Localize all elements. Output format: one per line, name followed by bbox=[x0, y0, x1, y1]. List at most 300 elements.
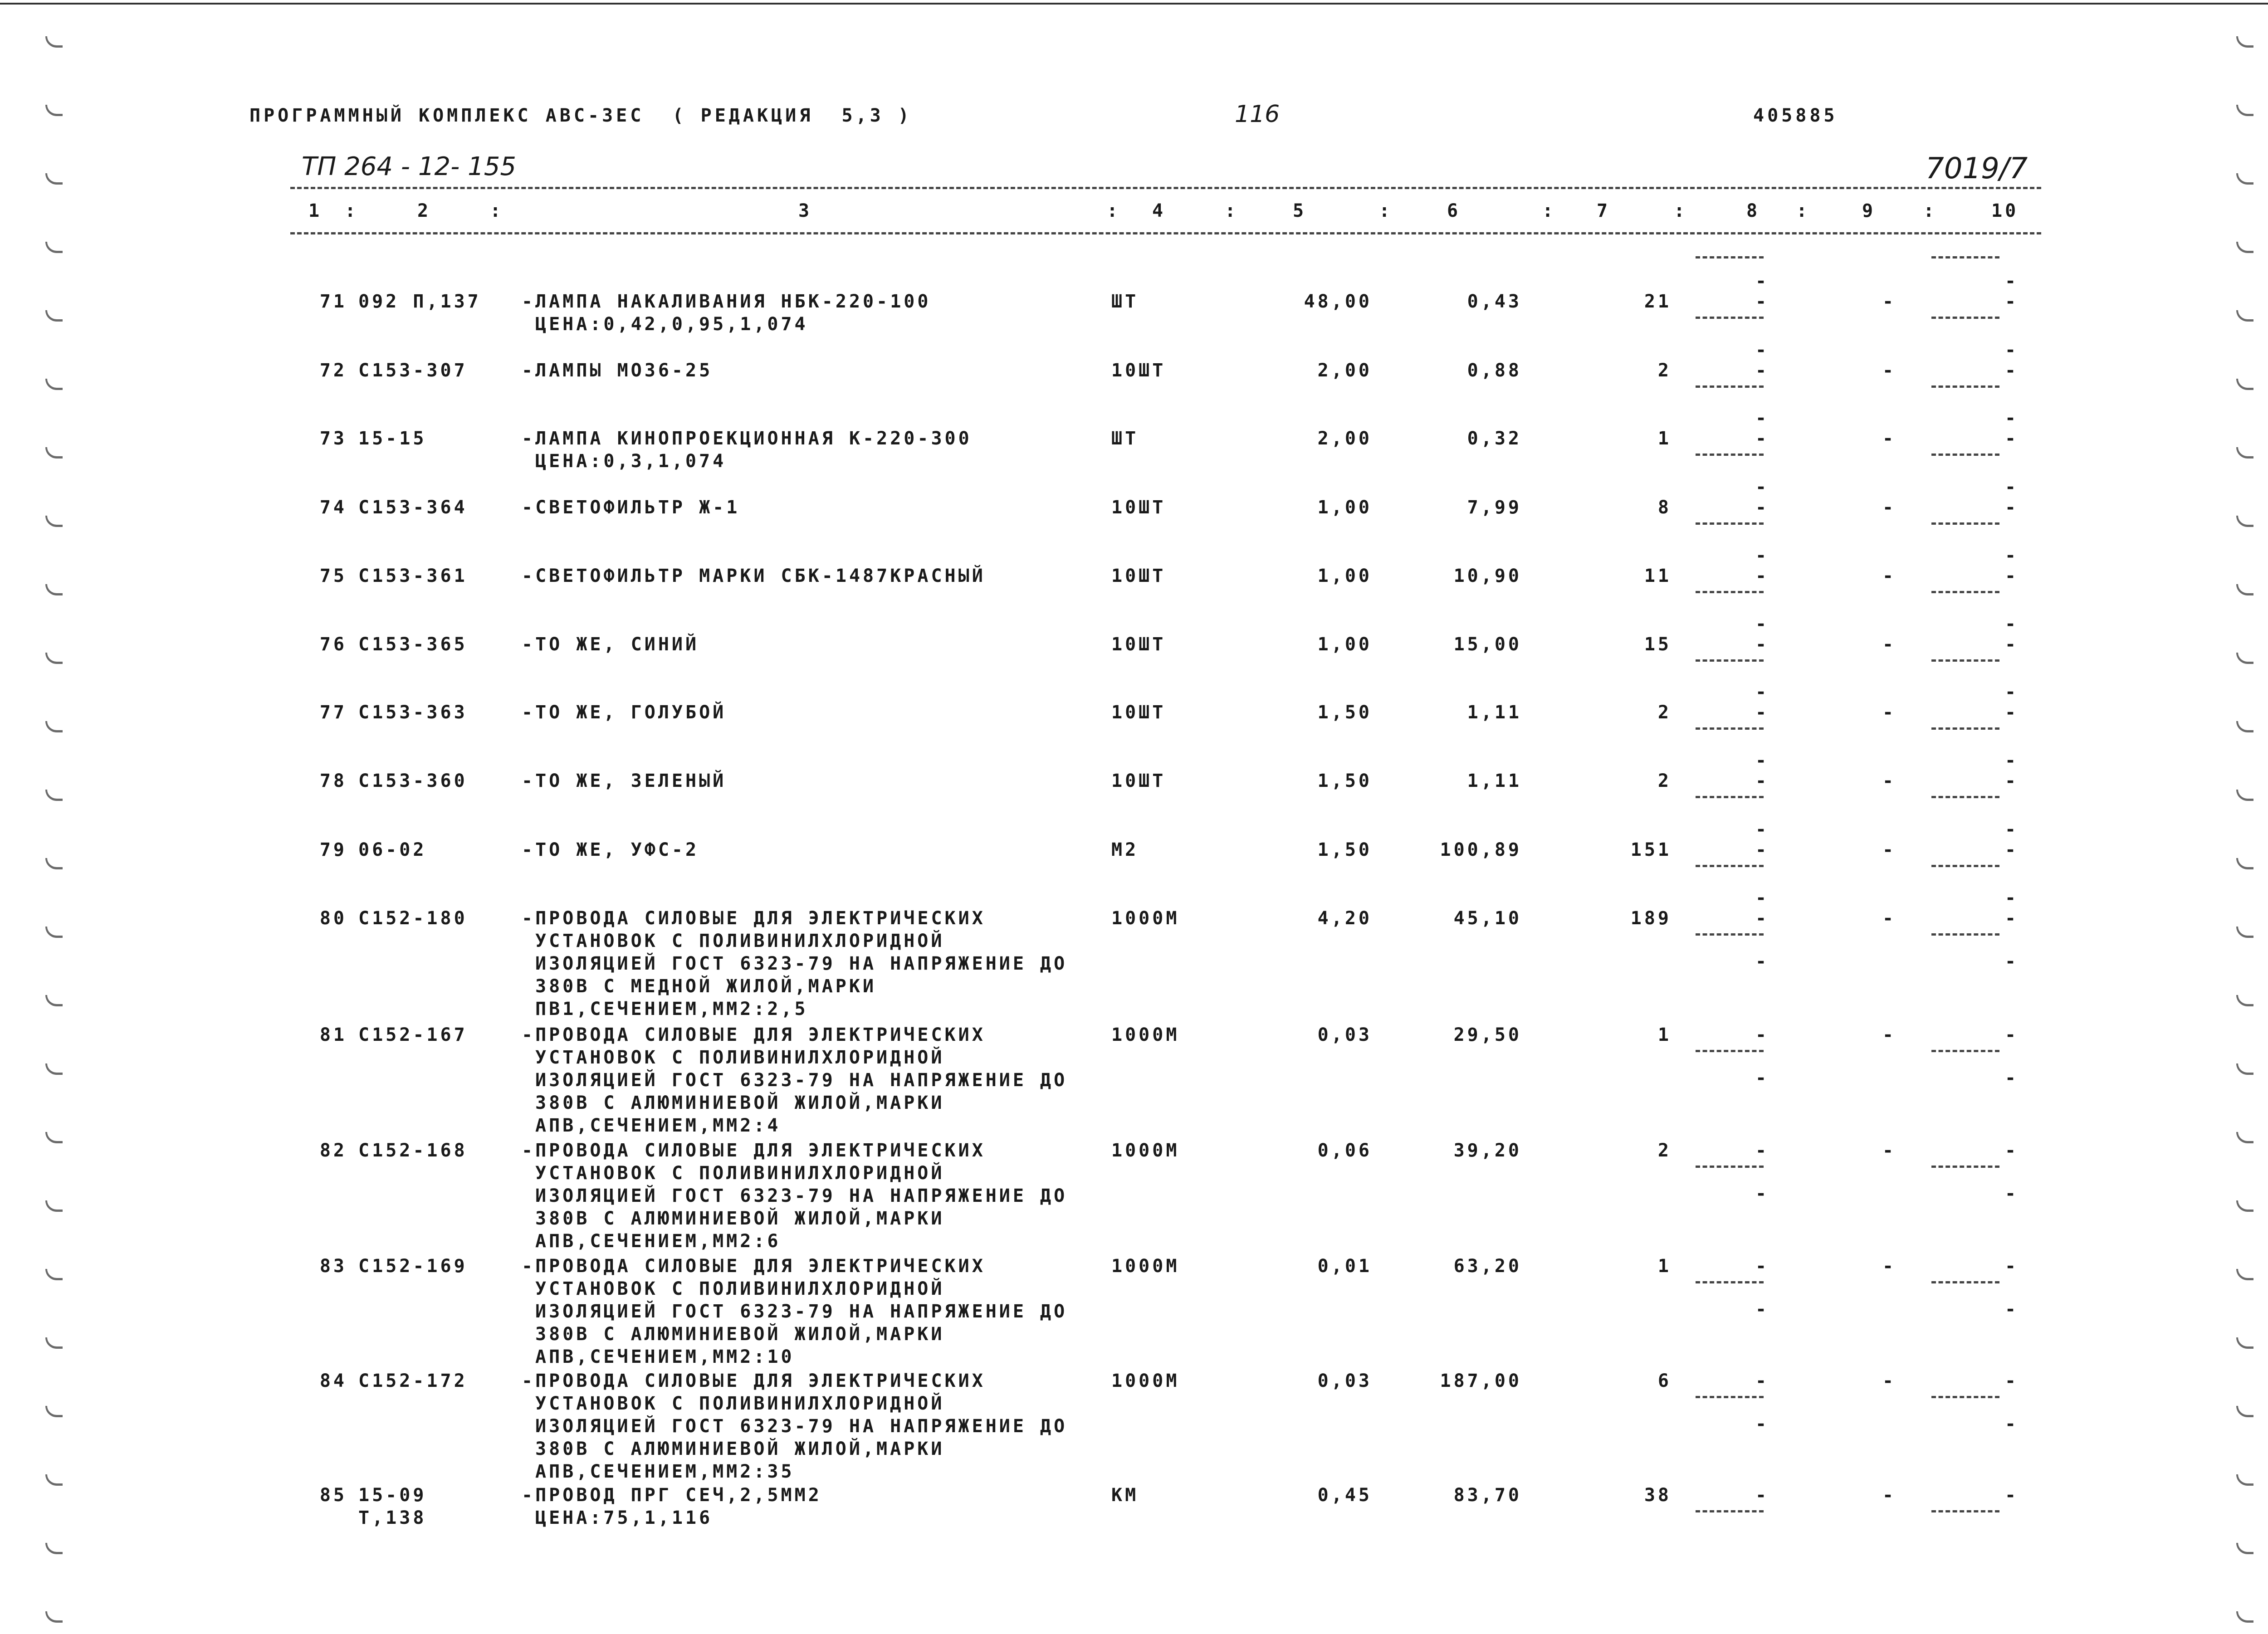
col9-mark: - bbox=[1882, 702, 1897, 723]
col8-mark-above: - bbox=[1755, 271, 1769, 292]
col8-mark: - bbox=[1755, 1256, 1769, 1277]
row-unit: 1000М bbox=[1111, 1140, 1180, 1161]
feed-hole bbox=[2236, 584, 2253, 595]
row-unit: 10ШТ bbox=[1111, 497, 1166, 518]
row-number: 81 bbox=[319, 1024, 347, 1045]
col10-mark: - bbox=[2005, 1024, 2019, 1045]
feed-hole bbox=[2236, 1474, 2253, 1486]
row-unit: 1000М bbox=[1111, 1024, 1180, 1045]
row-price: 63,20 bbox=[1453, 1256, 1522, 1277]
col10-total-rule bbox=[1931, 317, 1999, 319]
feed-hole bbox=[2236, 1543, 2253, 1554]
col8-total-rule bbox=[1696, 865, 1764, 867]
feed-hole bbox=[45, 1269, 63, 1280]
col10-mark-above: - bbox=[2005, 888, 2019, 908]
row-total: 2 bbox=[1657, 360, 1672, 381]
row-price: 10,90 bbox=[1453, 566, 1522, 586]
row-number: 84 bbox=[319, 1371, 347, 1391]
row-price: 0,88 bbox=[1467, 360, 1522, 381]
sheet-number: 7019/7 bbox=[1926, 152, 2028, 185]
col10-mark-below: - bbox=[2005, 951, 2019, 972]
col8-mark-above: - bbox=[1755, 340, 1769, 361]
feed-hole bbox=[2236, 1269, 2253, 1280]
row-total: 1 bbox=[1657, 1024, 1672, 1045]
feed-hole bbox=[2236, 516, 2253, 527]
row-unit: 10ШТ bbox=[1111, 566, 1166, 586]
feed-hole bbox=[45, 310, 63, 322]
row-code: С152-169 bbox=[358, 1256, 468, 1277]
col10-mark: - bbox=[2005, 839, 2019, 860]
row-code-cont: Т,138 bbox=[358, 1507, 427, 1528]
feed-hole bbox=[2236, 447, 2253, 458]
col10-mark: - bbox=[2005, 908, 2019, 929]
row-total: 189 bbox=[1630, 908, 1672, 929]
feed-hole bbox=[2236, 242, 2253, 253]
feed-hole bbox=[45, 379, 63, 390]
col8-total-rule bbox=[1696, 796, 1764, 798]
row-number: 78 bbox=[319, 771, 347, 791]
row-total: 6 bbox=[1657, 1371, 1672, 1391]
row-qty: 0,06 bbox=[1317, 1140, 1372, 1161]
col8-mark: - bbox=[1755, 634, 1769, 655]
row-number: 80 bbox=[319, 908, 347, 929]
row-code: 092 П,137 bbox=[358, 291, 481, 312]
col8-total-rule bbox=[1696, 1166, 1764, 1168]
row-qty: 48,00 bbox=[1304, 291, 1372, 312]
row-description: -ПРОВОДА СИЛОВЫЕ ДЛЯ ЭЛЕКТРИЧЕСКИХ bbox=[522, 1140, 986, 1161]
row-code: 15-09 bbox=[358, 1485, 427, 1506]
row-description: -ТО ЖЕ, ГОЛУБОЙ bbox=[522, 702, 727, 723]
col10-total-rule bbox=[1931, 1281, 1999, 1283]
row-description: ИЗОЛЯЦИЕЙ ГОСТ 6323-79 НА НАПРЯЖЕНИЕ ДО bbox=[535, 1070, 1068, 1091]
row-number: 83 bbox=[319, 1256, 347, 1277]
col10-total-rule bbox=[1931, 454, 1999, 456]
row-unit: ШТ bbox=[1111, 428, 1139, 449]
row-description: -ПРОВОДА СИЛОВЫЕ ДЛЯ ЭЛЕКТРИЧЕСКИХ bbox=[522, 1256, 986, 1277]
row-unit: 10ШТ bbox=[1111, 360, 1166, 381]
row-total: 1 bbox=[1657, 428, 1672, 449]
col10-mark: - bbox=[2005, 1140, 2019, 1161]
col10-mark-below: - bbox=[2005, 1068, 2019, 1088]
row-price: 100,89 bbox=[1440, 839, 1522, 860]
feed-hole bbox=[45, 516, 63, 527]
row-price: 29,50 bbox=[1453, 1024, 1522, 1045]
row-unit: 1000М bbox=[1111, 1371, 1180, 1391]
column-separator: : bbox=[490, 200, 504, 221]
feed-hole bbox=[45, 790, 63, 801]
col9-mark: - bbox=[1882, 908, 1897, 929]
col10-mark: - bbox=[2005, 428, 2019, 449]
row-unit: 10ШТ bbox=[1111, 634, 1166, 655]
col10-top-rule bbox=[1931, 256, 1999, 259]
row-unit: ШТ bbox=[1111, 291, 1139, 312]
column-separator: : bbox=[345, 200, 359, 221]
row-total: 151 bbox=[1630, 839, 1672, 860]
col10-total-rule bbox=[1931, 1166, 1999, 1168]
feed-hole bbox=[2236, 36, 2253, 48]
col9-mark: - bbox=[1882, 1140, 1897, 1161]
col10-total-rule bbox=[1931, 1050, 1999, 1052]
col9-mark: - bbox=[1882, 428, 1897, 449]
col9-mark: - bbox=[1882, 566, 1897, 586]
col10-total-rule bbox=[1931, 1396, 1999, 1398]
row-code: 06-02 bbox=[358, 839, 427, 860]
feed-hole bbox=[45, 173, 63, 185]
row-description: АПВ,СЕЧЕНИЕМ,ММ2:35 bbox=[535, 1461, 795, 1482]
row-description: УСТАНОВОК С ПОЛИВИНИЛХЛОРИДНОЙ bbox=[535, 1047, 945, 1068]
row-price: 7,99 bbox=[1467, 497, 1522, 518]
row-description: -ТО ЖЕ, ЗЕЛЕНЫЙ bbox=[522, 771, 727, 791]
feed-hole bbox=[2236, 1132, 2253, 1143]
col8-total-rule bbox=[1696, 454, 1764, 456]
row-description: ЦЕНА:0,3,1,074 bbox=[535, 451, 727, 472]
col8-mark: - bbox=[1755, 771, 1769, 791]
col8-total-rule bbox=[1696, 591, 1764, 593]
row-code: С153-364 bbox=[358, 497, 468, 518]
row-price: 1,11 bbox=[1467, 702, 1522, 723]
column-header-5: 5 bbox=[1293, 200, 1307, 221]
row-price: 187,00 bbox=[1440, 1371, 1522, 1391]
row-unit: 10ШТ bbox=[1111, 702, 1166, 723]
row-description: АПВ,СЕЧЕНИЕМ,ММ2:4 bbox=[535, 1115, 781, 1136]
row-description: -ПРОВОДА СИЛОВЫЕ ДЛЯ ЭЛЕКТРИЧЕСКИХ bbox=[522, 908, 986, 929]
col10-mark: - bbox=[2005, 360, 2019, 381]
row-qty: 2,00 bbox=[1317, 360, 1372, 381]
row-total: 1 bbox=[1657, 1256, 1672, 1277]
col10-total-rule bbox=[1931, 865, 1999, 867]
col8-mark-below: - bbox=[1755, 1068, 1769, 1088]
col8-mark: - bbox=[1755, 566, 1769, 586]
feed-hole bbox=[2236, 1200, 2253, 1212]
column-header-2: 2 bbox=[417, 200, 431, 221]
row-qty: 1,00 bbox=[1317, 566, 1372, 586]
row-total: 2 bbox=[1657, 771, 1672, 791]
col8-total-rule bbox=[1696, 1281, 1764, 1283]
col9-mark: - bbox=[1882, 771, 1897, 791]
column-header-4: 4 bbox=[1152, 200, 1166, 221]
page-number: 116 bbox=[1235, 101, 1280, 128]
row-description: ПВ1,СЕЧЕНИЕМ,ММ2:2,5 bbox=[535, 999, 808, 1019]
feed-hole bbox=[2236, 790, 2253, 801]
row-description: АПВ,СЕЧЕНИЕМ,ММ2:10 bbox=[535, 1346, 795, 1367]
row-code: С153-363 bbox=[358, 702, 468, 723]
row-total: 11 bbox=[1644, 566, 1672, 586]
row-description: ИЗОЛЯЦИЕЙ ГОСТ 6323-79 НА НАПРЯЖЕНИЕ ДО bbox=[535, 1301, 1068, 1322]
feed-hole bbox=[2236, 105, 2253, 116]
row-unit: 10ШТ bbox=[1111, 771, 1166, 791]
column-header-3: 3 bbox=[798, 200, 812, 221]
col8-mark-below: - bbox=[1755, 951, 1769, 972]
col8-total-rule bbox=[1696, 317, 1764, 319]
feed-hole bbox=[2236, 653, 2253, 664]
row-description: -ЛАМПА НАКАЛИВАНИЯ НБК-220-100 bbox=[522, 291, 931, 312]
top-rule bbox=[0, 3, 2268, 5]
feed-hole bbox=[2236, 1063, 2253, 1075]
row-code: С153-365 bbox=[358, 634, 468, 655]
row-qty: 1,50 bbox=[1317, 839, 1372, 860]
col10-mark-below: - bbox=[2005, 1414, 2019, 1434]
col10-mark-above: - bbox=[2005, 340, 2019, 361]
column-separator: : bbox=[1379, 200, 1393, 221]
col8-total-rule bbox=[1696, 1050, 1764, 1052]
row-code: С152-167 bbox=[358, 1024, 468, 1045]
row-number: 73 bbox=[319, 428, 347, 449]
column-separator: : bbox=[1796, 200, 1810, 221]
feed-hole bbox=[2236, 379, 2253, 390]
col10-mark: - bbox=[2005, 291, 2019, 312]
row-description: 380В С АЛЮМИНИЕВОЙ ЖИЛОЙ,МАРКИ bbox=[535, 1208, 945, 1229]
row-description: 380В С АЛЮМИНИЕВОЙ ЖИЛОЙ,МАРКИ bbox=[535, 1324, 945, 1345]
column-header-6: 6 bbox=[1447, 200, 1461, 221]
row-description: -ЛАМПА КИНОПРОЕКЦИОННАЯ К-220-300 bbox=[522, 428, 972, 449]
column-header-9: 9 bbox=[1862, 200, 1876, 221]
project-number: ТП 264 - 12- 155 bbox=[302, 152, 516, 181]
col10-total-rule bbox=[1931, 1510, 1999, 1512]
column-separator: : bbox=[1225, 200, 1239, 221]
row-qty: 0,01 bbox=[1317, 1256, 1372, 1277]
feed-hole bbox=[45, 995, 63, 1006]
row-number: 75 bbox=[319, 566, 347, 586]
row-description: УСТАНОВОК С ПОЛИВИНИЛХЛОРИДНОЙ bbox=[535, 1163, 945, 1184]
row-code: С152-172 bbox=[358, 1371, 468, 1391]
row-description: -СВЕТОФИЛЬТР МАРКИ СБК-1487КРАСНЫЙ bbox=[522, 566, 986, 586]
feed-hole bbox=[45, 1063, 63, 1075]
col8-mark-above: - bbox=[1755, 614, 1769, 634]
col8-mark-above: - bbox=[1755, 819, 1769, 840]
col8-mark-above: - bbox=[1755, 408, 1769, 429]
row-code: С153-361 bbox=[358, 566, 468, 586]
feed-hole bbox=[2236, 995, 2253, 1006]
row-description: ИЗОЛЯЦИЕЙ ГОСТ 6323-79 НА НАПРЯЖЕНИЕ ДО bbox=[535, 1416, 1068, 1437]
col10-mark-below: - bbox=[2005, 1183, 2019, 1204]
feed-hole bbox=[45, 584, 63, 595]
col10-mark-above: - bbox=[2005, 750, 2019, 771]
feed-hole bbox=[45, 1543, 63, 1554]
col8-mark: - bbox=[1755, 839, 1769, 860]
row-total: 21 bbox=[1644, 291, 1672, 312]
col8-mark: - bbox=[1755, 360, 1769, 381]
col9-mark: - bbox=[1882, 1485, 1897, 1506]
col8-mark: - bbox=[1755, 428, 1769, 449]
row-qty: 4,20 bbox=[1317, 908, 1372, 929]
row-unit: 1000М bbox=[1111, 1256, 1180, 1277]
col8-mark: - bbox=[1755, 497, 1769, 518]
feed-hole bbox=[2236, 1611, 2253, 1623]
column-separator: : bbox=[1542, 200, 1556, 221]
right-feed-holes bbox=[2236, 0, 2263, 1634]
column-header-10: 10 bbox=[1991, 200, 2019, 221]
row-qty: 0,03 bbox=[1317, 1371, 1372, 1391]
program-title: ПРОГРАММНЫЙ КОМПЛЕКС АВС-3ЕС ( РЕДАКЦИЯ 5,3 ) bbox=[249, 105, 912, 126]
feed-hole bbox=[45, 1406, 63, 1417]
col8-mark: - bbox=[1755, 1485, 1769, 1506]
col10-mark: - bbox=[2005, 702, 2019, 723]
col8-total-rule bbox=[1696, 385, 1764, 388]
row-total: 2 bbox=[1657, 1140, 1672, 1161]
row-number: 76 bbox=[319, 634, 347, 655]
col9-mark: - bbox=[1882, 839, 1897, 860]
feed-hole bbox=[2236, 927, 2253, 938]
col10-mark: - bbox=[2005, 634, 2019, 655]
col8-mark: - bbox=[1755, 908, 1769, 929]
col9-mark: - bbox=[1882, 1256, 1897, 1277]
row-description: УСТАНОВОК С ПОЛИВИНИЛХЛОРИДНОЙ bbox=[535, 931, 945, 951]
row-total: 2 bbox=[1657, 702, 1672, 723]
col10-mark: - bbox=[2005, 771, 2019, 791]
row-unit: КМ bbox=[1111, 1485, 1139, 1506]
col10-total-rule bbox=[1931, 933, 1999, 936]
col8-mark-above: - bbox=[1755, 750, 1769, 771]
row-total: 8 bbox=[1657, 497, 1672, 518]
row-description: ИЗОЛЯЦИЕЙ ГОСТ 6323-79 НА НАПРЯЖЕНИЕ ДО bbox=[535, 953, 1068, 974]
col10-mark-above: - bbox=[2005, 614, 2019, 634]
left-feed-holes bbox=[45, 0, 73, 1634]
feed-hole bbox=[2236, 1337, 2253, 1349]
row-qty: 0,45 bbox=[1317, 1485, 1372, 1506]
feed-hole bbox=[45, 721, 63, 732]
row-description: УСТАНОВОК С ПОЛИВИНИЛХЛОРИДНОЙ bbox=[535, 1393, 945, 1414]
row-description: ЦЕНА:75,1,116 bbox=[535, 1507, 713, 1528]
col8-total-rule bbox=[1696, 933, 1764, 936]
col10-total-rule bbox=[1931, 385, 1999, 388]
row-description: -ПРОВОДА СИЛОВЫЕ ДЛЯ ЭЛЕКТРИЧЕСКИХ bbox=[522, 1024, 986, 1045]
feed-hole bbox=[45, 1474, 63, 1486]
col8-mark-below: - bbox=[1755, 1299, 1769, 1320]
row-qty: 1,00 bbox=[1317, 497, 1372, 518]
feed-hole bbox=[2236, 1406, 2253, 1417]
col10-mark: - bbox=[2005, 566, 2019, 586]
row-description: 380В С МЕДНОЙ ЖИЛОЙ,МАРКИ bbox=[535, 976, 877, 997]
row-description: -ЛАМПЫ МО36-25 bbox=[522, 360, 713, 381]
col10-mark: - bbox=[2005, 497, 2019, 518]
column-header-1: 1 bbox=[308, 200, 323, 221]
row-number: 82 bbox=[319, 1140, 347, 1161]
col8-mark-above: - bbox=[1755, 477, 1769, 498]
col10-mark-above: - bbox=[2005, 682, 2019, 702]
document-code: 405885 bbox=[1753, 105, 1838, 126]
row-description: 380В С АЛЮМИНИЕВОЙ ЖИЛОЙ,МАРКИ bbox=[535, 1093, 945, 1113]
col8-mark-above: - bbox=[1755, 682, 1769, 702]
row-code: С153-307 bbox=[358, 360, 468, 381]
col8-total-rule bbox=[1696, 522, 1764, 525]
row-price: 1,11 bbox=[1467, 771, 1522, 791]
row-price: 15,00 bbox=[1453, 634, 1522, 655]
col9-mark: - bbox=[1882, 1024, 1897, 1045]
feed-hole bbox=[2236, 858, 2253, 869]
feed-hole bbox=[45, 927, 63, 938]
row-description: -ПРОВОДА СИЛОВЫЕ ДЛЯ ЭЛЕКТРИЧЕСКИХ bbox=[522, 1371, 986, 1391]
row-price: 83,70 bbox=[1453, 1485, 1522, 1506]
col10-mark-above: - bbox=[2005, 271, 2019, 292]
col8-mark-above: - bbox=[1755, 545, 1769, 566]
row-number: 85 bbox=[319, 1485, 347, 1506]
row-description: -СВЕТОФИЛЬТР Ж-1 bbox=[522, 497, 740, 518]
col8-mark-below: - bbox=[1755, 1414, 1769, 1434]
row-description: ИЗОЛЯЦИЕЙ ГОСТ 6323-79 НА НАПРЯЖЕНИЕ ДО bbox=[535, 1185, 1068, 1206]
col8-total-rule bbox=[1696, 1396, 1764, 1398]
row-description: УСТАНОВОК С ПОЛИВИНИЛХЛОРИДНОЙ bbox=[535, 1278, 945, 1299]
feed-hole bbox=[45, 105, 63, 116]
col8-mark: - bbox=[1755, 1140, 1769, 1161]
row-qty: 1,50 bbox=[1317, 771, 1372, 791]
column-header-8: 8 bbox=[1746, 200, 1760, 221]
row-unit: М2 bbox=[1111, 839, 1139, 860]
column-separator: : bbox=[1674, 200, 1688, 221]
row-description: АПВ,СЕЧЕНИЕМ,ММ2:6 bbox=[535, 1231, 781, 1252]
col10-total-rule bbox=[1931, 659, 1999, 662]
feed-hole bbox=[45, 1337, 63, 1349]
col10-mark-above: - bbox=[2005, 477, 2019, 498]
feed-hole bbox=[45, 653, 63, 664]
col10-total-rule bbox=[1931, 796, 1999, 798]
col9-mark: - bbox=[1882, 291, 1897, 312]
col9-mark: - bbox=[1882, 1371, 1897, 1391]
row-total: 15 bbox=[1644, 634, 1672, 655]
column-separator: : bbox=[1923, 200, 1937, 221]
col10-total-rule bbox=[1931, 522, 1999, 525]
col8-mark: - bbox=[1755, 1371, 1769, 1391]
feed-hole bbox=[45, 1200, 63, 1212]
col10-mark: - bbox=[2005, 1485, 2019, 1506]
col10-mark: - bbox=[2005, 1256, 2019, 1277]
col9-mark: - bbox=[1882, 497, 1897, 518]
row-price: 0,32 bbox=[1467, 428, 1522, 449]
col8-total-rule bbox=[1696, 659, 1764, 662]
col8-mark-above: - bbox=[1755, 888, 1769, 908]
row-code: С152-180 bbox=[358, 908, 468, 929]
col10-mark-above: - bbox=[2005, 819, 2019, 840]
col10-mark-above: - bbox=[2005, 545, 2019, 566]
header-rule-top bbox=[290, 187, 2041, 189]
row-price: 39,20 bbox=[1453, 1140, 1522, 1161]
row-number: 72 bbox=[319, 360, 347, 381]
col8-mark: - bbox=[1755, 702, 1769, 723]
row-qty: 1,50 bbox=[1317, 702, 1372, 723]
row-code: 15-15 bbox=[358, 428, 427, 449]
col10-mark-above: - bbox=[2005, 408, 2019, 429]
col10-total-rule bbox=[1931, 591, 1999, 593]
feed-hole bbox=[45, 242, 63, 253]
column-header-7: 7 bbox=[1597, 200, 1611, 221]
col10-mark: - bbox=[2005, 1371, 2019, 1391]
feed-hole bbox=[2236, 310, 2253, 322]
row-unit: 1000М bbox=[1111, 908, 1180, 929]
row-code: С152-168 bbox=[358, 1140, 468, 1161]
row-number: 71 bbox=[319, 291, 347, 312]
col10-mark-below: - bbox=[2005, 1299, 2019, 1320]
feed-hole bbox=[45, 1611, 63, 1623]
feed-hole bbox=[2236, 721, 2253, 732]
row-number: 74 bbox=[319, 497, 347, 518]
row-description: -ПРОВОД ПРГ СЕЧ,2,5ММ2 bbox=[522, 1485, 822, 1506]
feed-hole bbox=[45, 36, 63, 48]
col10-total-rule bbox=[1931, 727, 1999, 730]
col9-mark: - bbox=[1882, 360, 1897, 381]
row-number: 77 bbox=[319, 702, 347, 723]
feed-hole bbox=[45, 447, 63, 458]
col8-mark: - bbox=[1755, 1024, 1769, 1045]
header-rule-bottom bbox=[290, 232, 2041, 234]
row-qty: 2,00 bbox=[1317, 428, 1372, 449]
row-description: -ТО ЖЕ, СИНИЙ bbox=[522, 634, 699, 655]
row-total: 38 bbox=[1644, 1485, 1672, 1506]
column-separator: : bbox=[1107, 200, 1121, 221]
row-qty: 1,00 bbox=[1317, 634, 1372, 655]
feed-hole bbox=[2236, 173, 2253, 185]
col8-top-rule bbox=[1696, 256, 1764, 259]
row-number: 79 bbox=[319, 839, 347, 860]
row-qty: 0,03 bbox=[1317, 1024, 1372, 1045]
